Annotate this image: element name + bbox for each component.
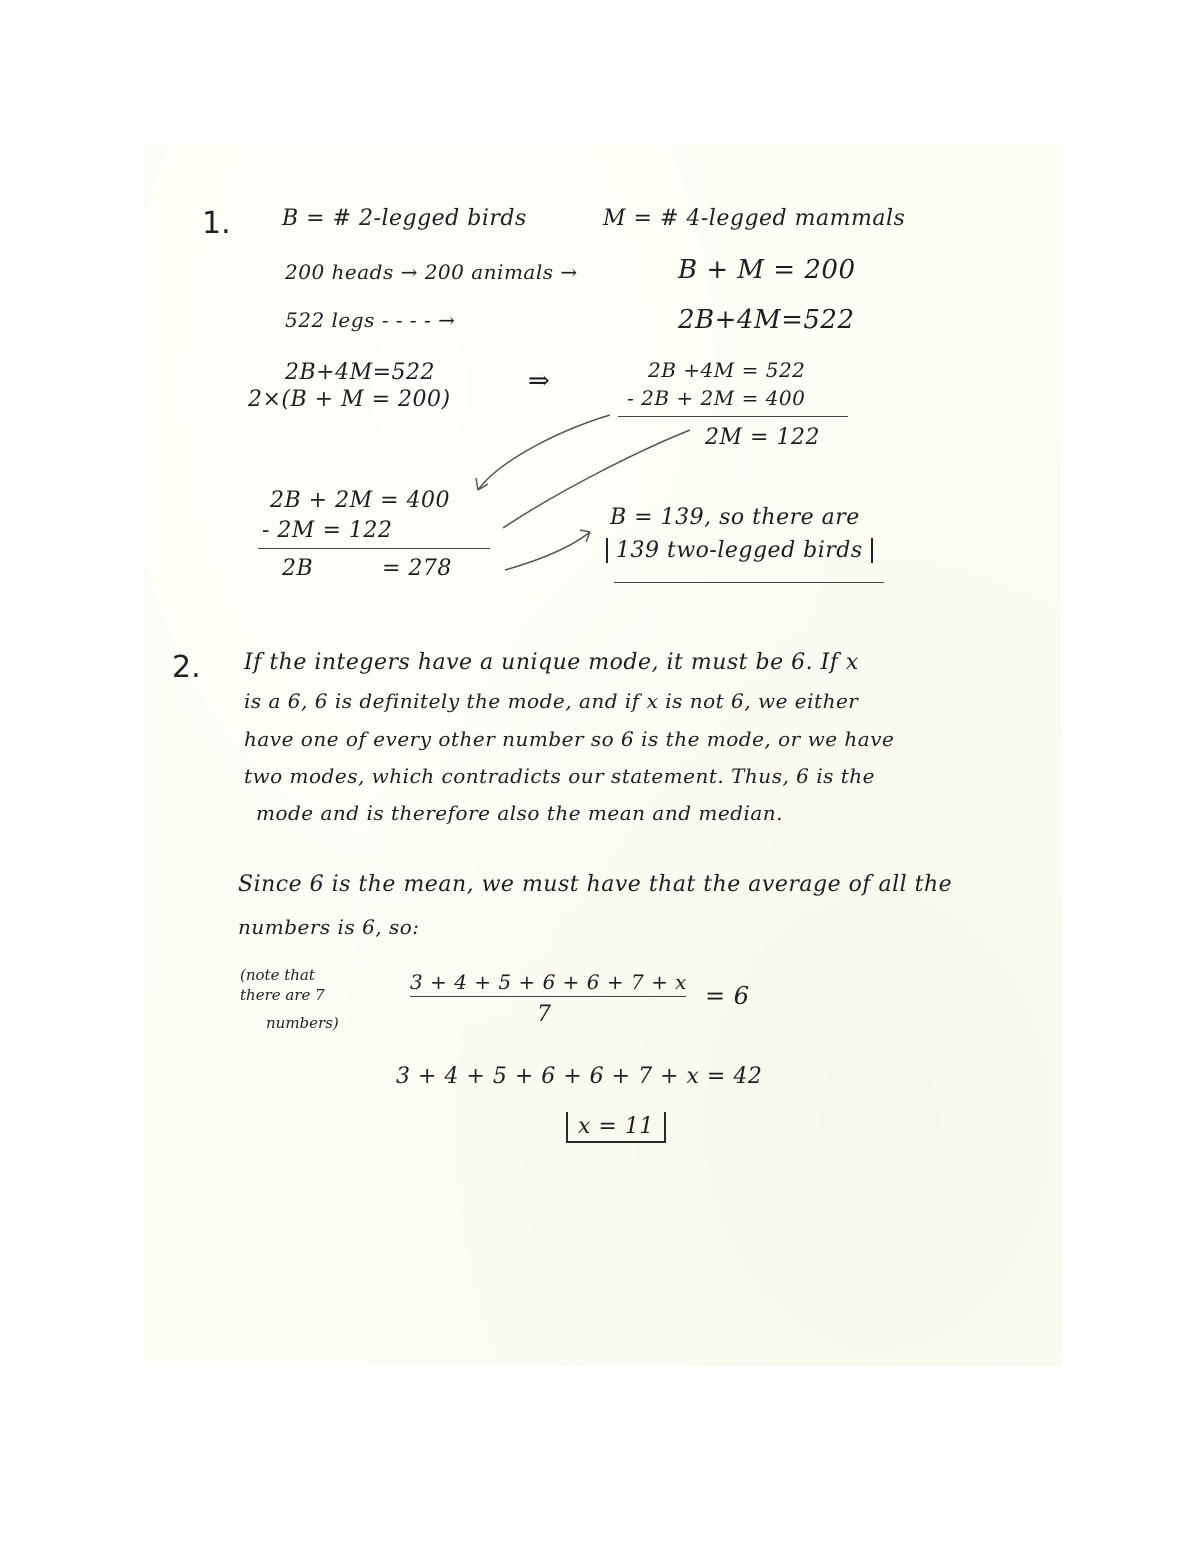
system-left-1: 2B+4M=522	[285, 360, 436, 385]
fraction-denominator: 7	[537, 1002, 552, 1027]
answer-1-boxed: 139 two-legged birds	[606, 538, 873, 563]
implies-arrow: ⇒	[528, 366, 551, 396]
paragraph-1-line-1: If the integers have a unique mode, it must be 6. If x	[244, 650, 859, 675]
paragraph-1-line-3: have one of every other number so 6 is the mode, or we have	[244, 727, 895, 751]
answer-1-underline	[614, 582, 884, 583]
paragraph-1-line-5: mode and is therefore also the mean and median.	[256, 801, 784, 825]
subtraction-rule	[258, 548, 490, 549]
system-right-result: 2M = 122	[705, 425, 820, 450]
answer-1-line: B = 139, so there are	[610, 505, 860, 530]
system-right-rule	[618, 416, 848, 417]
paragraph-2-line-1: Since 6 is the mean, we must have that the average of all the	[238, 872, 953, 897]
subtraction-2: - 2M = 122	[262, 518, 393, 543]
paper-sheet	[144, 144, 1062, 1366]
heads-line: 200 heads → 200 animals →	[285, 260, 578, 284]
fraction-bar	[410, 996, 686, 997]
system-right-1: 2B +4M = 522	[648, 358, 806, 382]
subtraction-result-right: = 278	[382, 556, 452, 581]
system-left-2: 2×(B + M = 200)	[248, 387, 451, 412]
legs-line: 522 legs - - - - →	[285, 308, 456, 332]
note-line-1: (note that	[240, 966, 315, 984]
subtraction-1: 2B + 2M = 400	[270, 488, 451, 513]
fraction-numerator: 3 + 4 + 5 + 6 + 6 + 7 + x	[410, 970, 687, 994]
paragraph-1-line-4: two modes, which contradicts our statement. Thus, 6 is the	[244, 764, 876, 788]
system-right-2: - 2B + 2M = 400	[627, 386, 806, 410]
problem-2-number: 2.	[172, 650, 201, 685]
definition-b: B = # 2-legged birds	[282, 206, 527, 231]
subtraction-result-left: 2B	[282, 556, 314, 581]
sum-equation: 3 + 4 + 5 + 6 + 6 + 7 + x = 42	[396, 1064, 763, 1089]
note-line-2: there are 7	[240, 986, 325, 1004]
problem-1-number: 1.	[202, 206, 231, 241]
fraction-equals: = 6	[705, 982, 750, 1010]
paragraph-2-line-2: numbers is 6, so:	[238, 915, 420, 939]
heads-equation: B + M = 200	[678, 255, 856, 285]
note-line-3: numbers)	[266, 1014, 339, 1032]
legs-equation: 2B+4M=522	[678, 305, 855, 335]
paragraph-1-line-2: is a 6, 6 is definitely the mode, and if x is not 6, we either	[244, 689, 859, 713]
definition-m: M = # 4-legged mammals	[603, 206, 906, 231]
final-answer-box: x = 11	[566, 1112, 666, 1143]
